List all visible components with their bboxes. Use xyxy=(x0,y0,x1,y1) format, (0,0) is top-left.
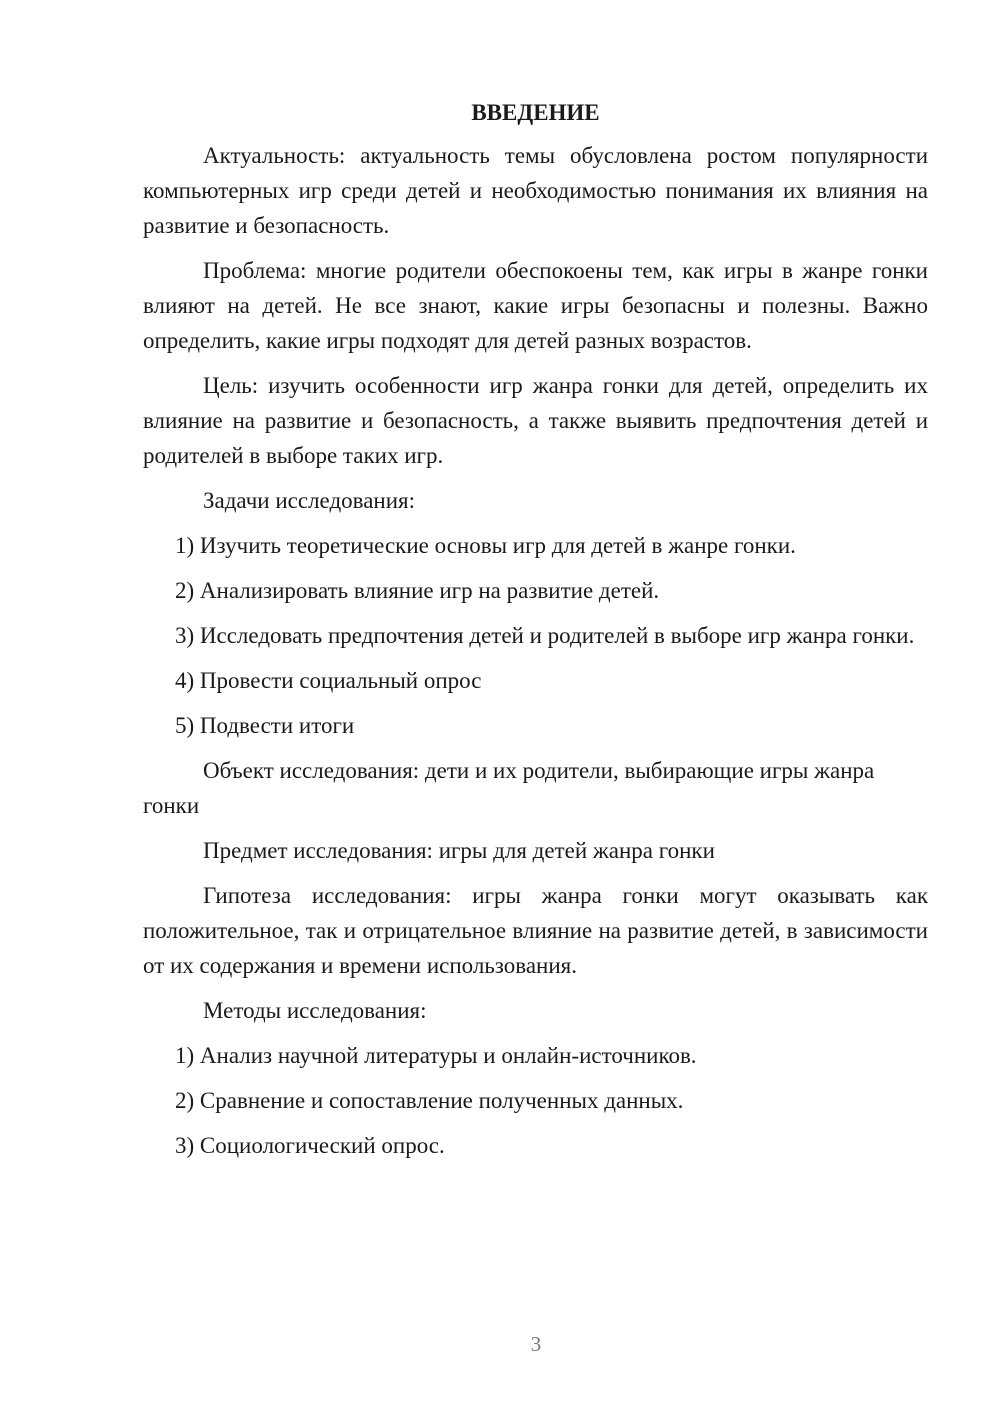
task-item-3: 3) Исследовать предпочтения детей и родителей в выборе игр жанра гонки. xyxy=(175,623,915,648)
tasks-heading: Задачи исследования: xyxy=(203,488,416,513)
page-content xyxy=(143,95,928,1173)
object-paragraph: Объект исследования: дети и их родители, выбирающие игры жанра гонки xyxy=(143,758,875,818)
task-item-2: 2) Анализировать влияние игр на развитие детей. xyxy=(175,578,660,603)
methods-heading: Методы исследования: xyxy=(203,998,427,1023)
task-item-4: 4) Провести социальный опрос xyxy=(175,668,482,693)
task-item-5: 5) Подвести итоги xyxy=(175,713,355,738)
method-item-1: 1) Анализ научной литературы и онлайн-источников. xyxy=(175,1043,697,1068)
hypothesis-paragraph: Гипотеза исследования: игры жанра гонки могут оказывать как положительное, так и отрицательное влияние на развитие детей, в зависимости от их содержания и времени использования. xyxy=(143,883,928,978)
relevance-paragraph: Актуальность: актуальность темы обусловлена ростом популярности компьютерных игр среди детей и необходимостью понимания их влияния на развитие и безопасность. xyxy=(143,143,928,238)
subject-paragraph: Предмет исследования: игры для детей жанра гонки xyxy=(203,838,715,863)
page-number: 3 xyxy=(530,1332,542,1356)
problem-paragraph: Проблема: многие родители обеспокоены тем, как игры в жанре гонки влияют на детей. Не все знают, какие игры безопасны и полезны. Важно определить, какие игры подходят для детей разных возрастов. xyxy=(143,258,928,353)
page-title: ВВЕДЕНИЕ xyxy=(471,100,600,125)
method-item-3: 3) Социологический опрос. xyxy=(175,1133,445,1158)
method-item-2: 2) Сравнение и сопоставление полученных данных. xyxy=(175,1088,684,1113)
task-item-1: 1) Изучить теоретические основы игр для детей в жанре гонки. xyxy=(175,533,796,558)
goal-paragraph: Цель: изучить особенности игр жанра гонки для детей, определить их влияние на развитие и безопасность, а также выявить предпочтения детей и родителей в выборе таких игр. xyxy=(143,373,928,468)
